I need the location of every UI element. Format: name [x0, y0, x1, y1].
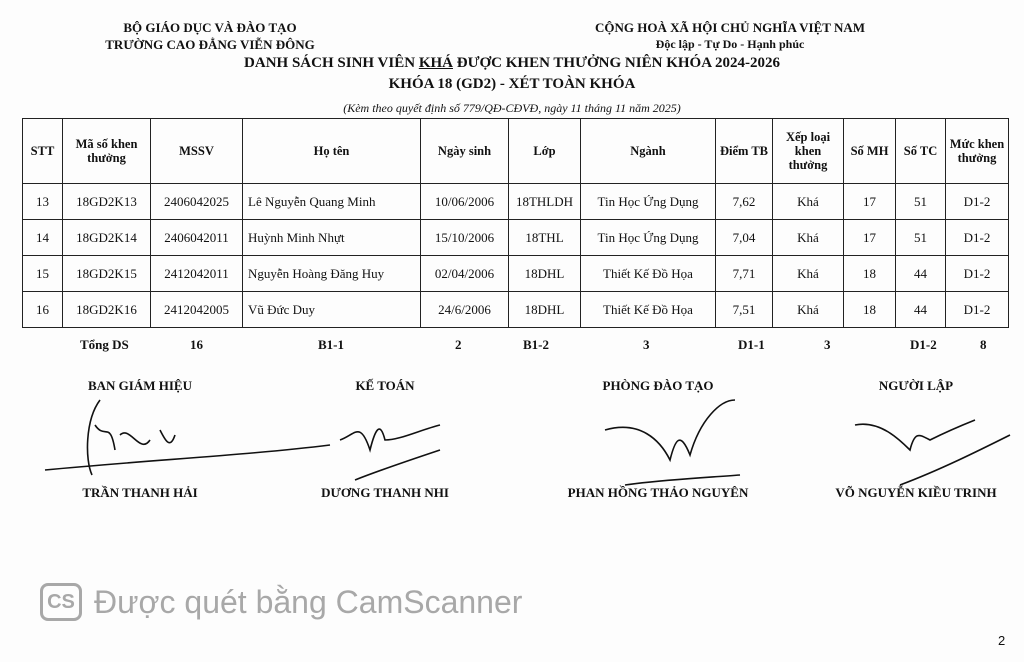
d12-value: 8 [980, 337, 987, 352]
table-cell: 44 [896, 292, 946, 328]
table-cell: 16 [23, 292, 63, 328]
table-cell: Khá [773, 184, 844, 220]
table-cell: 51 [896, 220, 946, 256]
table-cell: 7,51 [716, 292, 773, 328]
table-cell: D1-2 [946, 292, 1009, 328]
decision-note: (Kèm theo quyết định số 779/QĐ-CĐVĐ, ngày 11 tháng 11 năm 2025) [343, 101, 681, 115]
table-cell: Khá [773, 292, 844, 328]
motto: Độc lập - Tự Do - Hạnh phúc [655, 37, 805, 51]
page-number: 2 [998, 633, 1006, 648]
table-cell: 7,04 [716, 220, 773, 256]
b11-value: 2 [455, 337, 462, 352]
signature-name: VÕ NGUYỄN KIỀU TRINH [835, 485, 997, 500]
table-cell: Tin Học Ứng Dụng [581, 220, 716, 256]
table-row [23, 184, 1009, 220]
column-header: STT [23, 119, 63, 184]
table-cell: 17 [844, 220, 896, 256]
column-header: Số TC [896, 119, 946, 184]
table-cell: 18 [844, 256, 896, 292]
column-header: Điểm TB [716, 119, 773, 184]
student-table [22, 118, 1009, 328]
table-cell: 15/10/2006 [421, 220, 509, 256]
republic: CỘNG HOÀ XÃ HỘI CHỦ NGHĨA VIỆT NAM [594, 20, 866, 35]
table-cell: 7,62 [716, 184, 773, 220]
signature-name: DƯƠNG THANH NHI [321, 485, 449, 500]
title-part: DANH SÁCH SINH VIÊN [244, 55, 419, 71]
column-header: Ngày sinh [421, 119, 509, 184]
table-cell: 13 [23, 184, 63, 220]
table-cell: 18GD2K15 [63, 256, 151, 292]
table-cell: D1-2 [946, 256, 1009, 292]
column-header: Xếp loại khen thưởng [773, 119, 844, 184]
table-cell: Nguyễn Hoàng Đăng Huy [243, 256, 421, 292]
b12-value: 3 [643, 337, 650, 352]
ministry: BỘ GIÁO DỤC VÀ ĐÀO TẠO [123, 20, 297, 35]
table-cell: 02/04/2006 [421, 256, 509, 292]
table-cell: 15 [23, 256, 63, 292]
table-cell: 7,71 [716, 256, 773, 292]
column-header: Ngành [581, 119, 716, 184]
signature-role: BAN GIÁM HIỆU [87, 378, 192, 393]
table-cell: D1-2 [946, 220, 1009, 256]
signature-name: TRẦN THANH HẢI [82, 485, 198, 500]
d12-label: D1-2 [910, 337, 937, 352]
table-cell: 18 [844, 292, 896, 328]
column-header: Mức khen thưởng [946, 119, 1009, 184]
column-header: Số MH [844, 119, 896, 184]
table-cell: 44 [896, 256, 946, 292]
signature-name: PHAN HỒNG THẢO NGUYÊN [567, 485, 749, 500]
d11-label: D1-1 [738, 337, 765, 352]
table-cell: Tin Học Ứng Dụng [581, 184, 716, 220]
table-cell: Lê Nguyễn Quang Minh [243, 184, 421, 220]
table-cell: Khá [773, 256, 844, 292]
school: TRƯỜNG CAO ĐẲNG VIỄN ĐÔNG [105, 37, 315, 52]
table-cell: 2406042025 [151, 184, 243, 220]
signature-role: PHÒNG ĐÀO TẠO [602, 378, 714, 393]
column-header: Lớp [509, 119, 581, 184]
table-cell: 17 [844, 184, 896, 220]
signature-role: NGƯỜI LẬP [878, 378, 954, 393]
table-cell: Khá [773, 220, 844, 256]
table-cell: 51 [896, 184, 946, 220]
table-row [23, 220, 1009, 256]
table-cell: 2412042005 [151, 292, 243, 328]
watermark-text: Được quét bằng CamScanner [94, 583, 523, 620]
total-value: 16 [190, 337, 203, 352]
camscanner-logo-icon: CS [40, 583, 82, 621]
table-cell: 18THL [509, 220, 581, 256]
title-part: ĐƯỢC KHEN THƯỞNG NIÊN KHÓA 2024-2026 [452, 55, 780, 71]
table-cell: 18GD2K13 [63, 184, 151, 220]
table-cell: 18DHL [509, 256, 581, 292]
table-cell: Vũ Đức Duy [243, 292, 421, 328]
document-subtitle: KHÓA 18 (GD2) - XÉT TOÀN KHÓA [388, 76, 636, 92]
table-cell: 10/06/2006 [421, 184, 509, 220]
table-row [23, 292, 1009, 328]
column-header: Mã số khen thưởng [63, 119, 151, 184]
table-cell: 18GD2K14 [63, 220, 151, 256]
table-cell: 18GD2K16 [63, 292, 151, 328]
table-cell: 18DHL [509, 292, 581, 328]
table-cell: D1-2 [946, 184, 1009, 220]
table-cell: 18THLDH [509, 184, 581, 220]
table-cell: 24/6/2006 [421, 292, 509, 328]
table-cell: Thiết Kế Đồ Họa [581, 256, 716, 292]
handwritten-signatures [0, 380, 1024, 490]
b11-label: B1-1 [318, 337, 344, 352]
table-cell: Thiết Kế Đồ Họa [581, 292, 716, 328]
signature-role: KẾ TOÁN [355, 378, 415, 393]
table-cell: Huỳnh Minh Nhựt [243, 220, 421, 256]
table-row [23, 256, 1009, 292]
table-cell: 14 [23, 220, 63, 256]
title-underlined: KHÁ [418, 55, 453, 71]
b12-label: B1-2 [523, 337, 549, 352]
d11-value: 3 [824, 337, 831, 352]
column-header: MSSV [151, 119, 243, 184]
table-cell: 2412042011 [151, 256, 243, 292]
document-title [0, 55, 1024, 72]
column-header: Họ tên [243, 119, 421, 184]
total-label: Tổng DS [80, 337, 129, 352]
camscanner-watermark [40, 583, 522, 621]
table-cell: 2406042011 [151, 220, 243, 256]
